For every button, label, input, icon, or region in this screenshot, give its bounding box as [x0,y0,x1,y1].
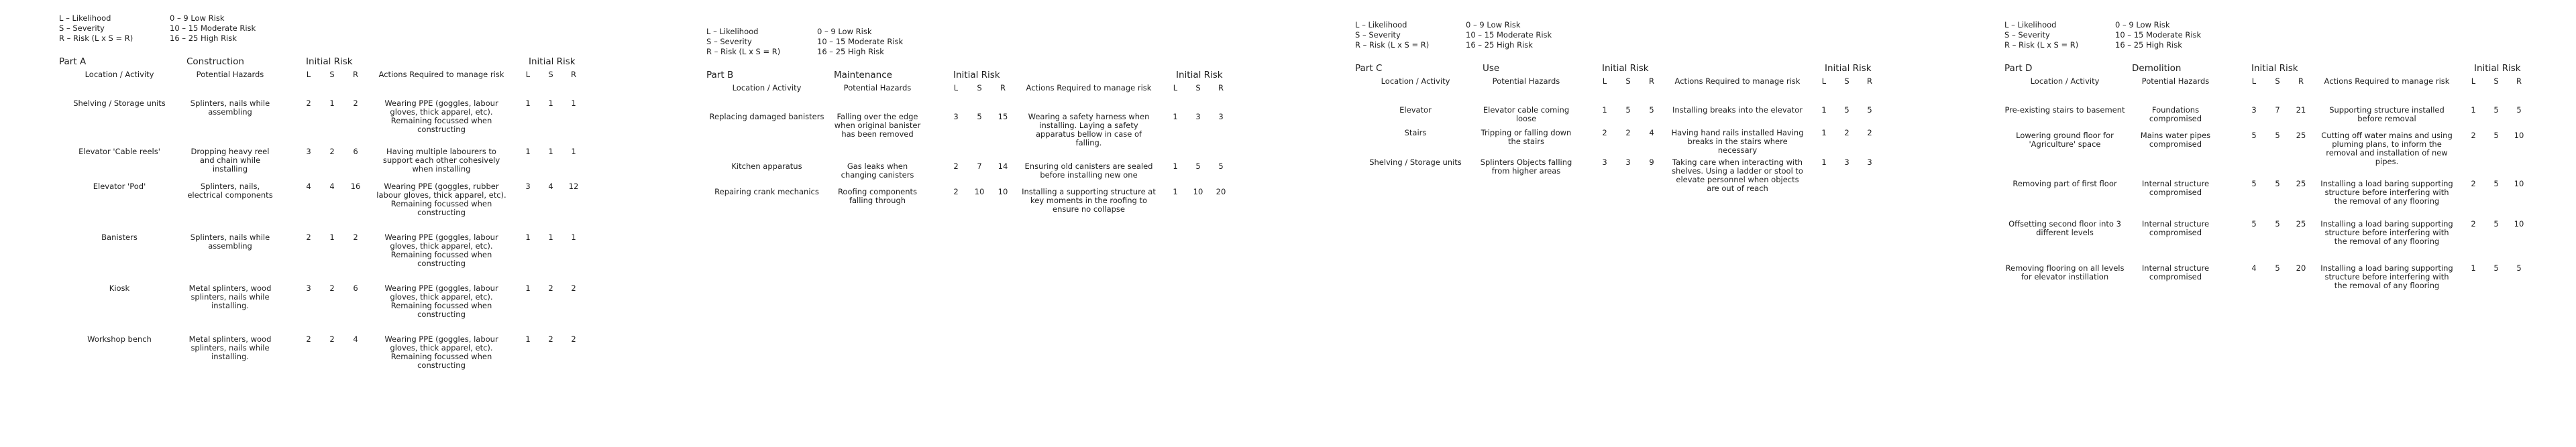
row-l: 2 [1602,128,1607,137]
initial-risk-heading: Initial Risk [1602,63,1649,74]
row-l-after: 1 [1821,157,1827,167]
row-actions: Supporting structure installed before removal [2329,105,2445,123]
row-hazards: Mains water pipes compromised [2140,131,2211,149]
row-l: 3 [306,147,311,156]
col-actions: Actions Required to manage risk [2324,76,2450,86]
part-b-panel [706,27,1297,228]
row-s-after: 5 [1844,105,1849,115]
legend-likelihood: L – Likelihood [1355,20,1407,29]
row-r-after: 3 [1867,157,1872,167]
row-l-after: 1 [1173,112,1178,121]
part-header [1355,60,1945,76]
table-row [59,147,649,182]
row-location: Kitchen apparatus [731,162,802,171]
row-s: 5 [1625,105,1631,115]
table-row [706,162,1297,188]
row-s-after: 3 [1195,112,1201,121]
row-r-after: 10 [2514,179,2524,188]
row-actions: Wearing PPE (goggles, labour gloves, thick apparel, etc). Remaining focussed when constructing [384,283,498,319]
initial-risk-heading-after: Initial Risk [1825,63,1872,74]
row-hazards: Elevator cable coming loose [1483,105,1570,123]
row-l-after: 1 [1821,105,1827,115]
row-location: Banisters [101,233,138,242]
legend-likelihood: L – Likelihood [2004,20,2057,29]
table-row [59,99,649,147]
table-row [59,284,649,335]
row-l: 3 [953,112,959,121]
row-l-after: 1 [525,283,531,293]
row-r-after: 10 [2514,219,2524,229]
part-title: Use [1483,63,1500,74]
col-hazards: Potential Hazards [843,83,912,92]
col-r: R [2298,76,2304,86]
col-actions: Actions Required to manage risk [378,70,504,79]
row-l: 4 [306,182,311,191]
row-r-after: 1 [571,99,576,108]
row-l: 3 [306,283,311,293]
initial-risk-heading-after: Initial Risk [2474,63,2521,74]
row-s: 5 [2275,179,2280,188]
legend-risk: R – Risk (L x S = R) [59,34,133,43]
row-hazards: Internal structure compromised [2141,263,2210,281]
part-header [706,67,1297,83]
legend-high-risk: 16 – 25 High Risk [2115,40,2182,50]
row-location: Shelving / Storage units [1369,157,1462,167]
col-l-after: L [2471,76,2476,86]
row-l-after: 2 [2471,219,2476,229]
legend-risk: R – Risk (L x S = R) [2004,40,2079,50]
row-r-after: 3 [1218,112,1224,121]
col-r: R [1649,76,1654,86]
part-label: Part D [2004,63,2033,74]
part-header [59,54,649,70]
legend-severity: S – Severity [2004,30,2050,40]
col-hazards: Potential Hazards [2141,76,2210,86]
col-location: Location / Activity [85,70,154,79]
legend [706,27,1297,67]
row-location: Lowering ground floor for 'Agriculture' space [2016,131,2114,149]
row-location: Replacing damaged banisters [709,112,824,121]
legend-likelihood: L – Likelihood [706,27,759,36]
row-l-after: 1 [1821,128,1827,137]
row-r: 2 [353,99,358,108]
row-l: 4 [2251,263,2257,273]
row-r-after: 5 [1867,105,1872,115]
row-actions: Cutting off water mains and using pluming plans, to inform the removal and installation of new pipes. [2321,131,2453,166]
row-r-after: 12 [568,182,579,191]
legend-likelihood: L – Likelihood [59,13,111,23]
row-r: 6 [353,147,358,156]
row-r: 21 [2296,105,2306,115]
row-r-after: 5 [2516,105,2522,115]
row-s-after: 5 [2493,263,2499,273]
part-title: Demolition [2132,63,2182,74]
part-label: Part B [706,70,734,80]
row-hazards: Roofing components falling through [837,187,918,205]
row-s: 3 [1625,157,1631,167]
row-hazards: Splinters, nails while assembling [190,99,270,117]
part-a-panel [59,13,649,375]
table-row [59,182,649,233]
col-location: Location / Activity [2030,76,2100,86]
legend [1355,20,1945,60]
col-location: Location / Activity [1381,76,1450,86]
row-s-after: 5 [2493,105,2499,115]
row-s-after: 1 [548,99,553,108]
row-l: 2 [306,233,311,242]
column-headers [59,70,649,86]
table-row [706,188,1297,228]
table-row [59,335,649,375]
table-row [2004,106,2576,131]
table-row [1355,106,1945,129]
initial-risk-heading: Initial Risk [306,56,353,67]
row-r-after: 1 [571,233,576,242]
legend-low-risk: 0 – 9 Low Risk [170,13,225,23]
row-l: 1 [1602,105,1607,115]
table-row [1355,158,1945,198]
row-l-after: 2 [2471,179,2476,188]
row-actions: Installing a supporting structure at key moments in the roofing to ensure no collapse [1022,187,1156,214]
initial-risk-heading: Initial Risk [953,70,1000,80]
row-s-after: 4 [548,182,553,191]
col-s-after: S [1195,83,1201,92]
table-row [2004,220,2576,264]
col-s-after: S [548,70,553,79]
col-r: R [353,70,358,79]
row-l-after: 1 [1173,162,1178,171]
row-location: Offsetting second floor into 3 different levels [2008,219,2121,237]
col-hazards: Potential Hazards [1492,76,1560,86]
legend-risk: R – Risk (L x S = R) [706,47,781,56]
row-l: 2 [306,334,311,344]
legend-moderate-risk: 10 – 15 Moderate Risk [2115,30,2202,40]
column-headers [1355,76,1945,92]
row-s: 1 [329,99,335,108]
row-s: 5 [2275,263,2280,273]
part-d-panel [2004,20,2576,304]
row-r-after: 10 [2514,131,2524,140]
row-r-after: 2 [571,334,576,344]
col-l-after: L [525,70,531,79]
row-hazards: Internal structure compromised [2141,179,2210,197]
row-l: 2 [306,99,311,108]
part-label: Part A [59,56,87,67]
row-location: Shelving / Storage units [73,99,166,108]
legend [59,13,649,54]
row-l-after: 1 [525,334,531,344]
row-s: 2 [1625,128,1631,137]
col-l-after: L [1821,76,1827,86]
row-l-after: 1 [1173,187,1178,196]
column-headers [2004,76,2576,92]
row-actions: Installing breaks into the elevator [1672,105,1803,115]
row-l-after: 1 [2471,263,2476,273]
col-actions: Actions Required to manage risk [1026,83,1152,92]
row-hazards: Foundations compromised [2149,105,2202,123]
table-row [2004,180,2576,220]
legend-risk: R – Risk (L x S = R) [1355,40,1430,50]
table-row [2004,131,2576,180]
row-r: 9 [1649,157,1654,167]
row-l-after: 1 [525,147,531,156]
row-s-after: 5 [2493,179,2499,188]
row-actions: Having hand rails installed Having breaks in the stairs where necessary [1671,128,1804,155]
row-actions: Wearing PPE (goggles, labour gloves, thick apparel, etc). Remaining focussed when constructing [384,334,498,370]
row-s: 2 [329,334,335,344]
row-s-after: 5 [2493,219,2499,229]
row-r: 5 [1649,105,1654,115]
row-hazards: Tripping or falling down the stairs [1481,128,1572,146]
row-s-after: 1 [548,147,553,156]
row-location: Workshop bench [87,334,152,344]
row-actions: Wearing PPE (goggles, labour gloves, thick apparel, etc). Remaining focussed when constructing [384,99,498,134]
row-r: 4 [353,334,358,344]
legend-low-risk: 0 – 9 Low Risk [1466,20,1521,29]
row-r-after: 2 [1867,128,1872,137]
row-l: 5 [2251,131,2257,140]
row-s: 10 [974,187,985,196]
row-s-after: 10 [1193,187,1203,196]
col-r-after: R [2516,76,2522,86]
table-row [2004,264,2576,304]
row-r: 20 [2296,263,2306,273]
row-r: 14 [998,162,1008,171]
row-actions: Having multiple labourers to support each other cohesively when installing [382,147,500,174]
part-title: Construction [186,56,244,67]
row-s: 5 [2275,131,2280,140]
part-c-panel [1355,20,1945,198]
row-s: 1 [329,233,335,242]
row-actions: Taking care when interacting with shelves. Using a ladder or stool to elevate personnel when objects are out of reach [1672,157,1803,193]
row-s-after: 1 [548,233,553,242]
row-hazards: Falling over the edge when original banister has been removed [834,112,921,139]
legend-moderate-risk: 10 – 15 Moderate Risk [170,23,256,33]
row-location: Elevator 'Cable reels' [78,147,160,156]
row-location: Kiosk [109,283,130,293]
row-location: Removing part of first floor [2012,179,2117,188]
row-r: 2 [353,233,358,242]
row-r: 25 [2296,131,2306,140]
row-hazards: Metal splinters, wood splinters, nails while installing. [189,334,272,361]
row-location: Stairs [1404,128,1427,137]
row-l: 5 [2251,219,2257,229]
row-r: 25 [2296,179,2306,188]
row-l: 5 [2251,179,2257,188]
row-hazards: Splinters Objects falling from higher areas [1480,157,1572,176]
row-s: 2 [329,283,335,293]
row-s: 4 [329,182,335,191]
row-location: Removing flooring on all levels for elevator instillation [2005,263,2125,281]
col-s: S [977,83,982,92]
row-actions: Wearing a safety harness when installing. Laying a safety apparatus bellow in case of falling. [1028,112,1150,147]
row-s-after: 3 [1844,157,1849,167]
legend-high-risk: 16 – 25 High Risk [817,47,884,56]
row-actions: Installing a load baring supporting structure before interfering with the removal of any flooring [2320,263,2453,290]
row-s-after: 5 [1195,162,1201,171]
table-row [706,113,1297,162]
row-actions: Wearing PPE (goggles, rubber labour gloves, thick apparel, etc). Remaining focussed when constructing [376,182,506,217]
col-location: Location / Activity [732,83,802,92]
row-hazards: Internal structure compromised [2141,219,2210,237]
part-title: Maintenance [834,70,892,80]
col-s-after: S [2493,76,2499,86]
row-l-after: 1 [525,233,531,242]
legend-moderate-risk: 10 – 15 Moderate Risk [1466,30,1552,40]
row-l: 2 [953,162,959,171]
row-hazards: Dropping heavy reel and chain while installing [191,147,270,174]
row-r: 10 [998,187,1008,196]
row-l-after: 1 [525,99,531,108]
col-r-after: R [1218,83,1224,92]
row-s-after: 2 [548,283,553,293]
row-r: 25 [2296,219,2306,229]
col-actions: Actions Required to manage risk [1674,76,1801,86]
row-s-after: 2 [548,334,553,344]
row-s-after: 5 [2493,131,2499,140]
legend-severity: S – Severity [706,37,752,46]
row-r-after: 1 [571,147,576,156]
part-header [2004,60,2576,76]
row-actions: Installing a load baring supporting structure before interfering with the removal of any flooring [2320,179,2453,206]
row-l: 2 [953,187,959,196]
row-s: 7 [977,162,982,171]
part-label: Part C [1355,63,1383,74]
row-actions: Wearing PPE (goggles, labour gloves, thick apparel, etc). Remaining focussed when constructing [384,233,498,268]
initial-risk-heading: Initial Risk [2251,63,2298,74]
col-l: L [1602,76,1607,86]
row-l-after: 2 [2471,131,2476,140]
row-s: 5 [2275,219,2280,229]
row-l-after: 1 [2471,105,2476,115]
legend-high-risk: 16 – 25 High Risk [1466,40,1533,50]
row-l: 3 [2251,105,2257,115]
row-r: 16 [350,182,361,191]
row-l: 3 [1602,157,1607,167]
legend [2004,20,2576,60]
row-hazards: Splinters, nails while assembling [190,233,270,251]
col-r-after: R [571,70,576,79]
legend-high-risk: 16 – 25 High Risk [170,34,237,43]
row-s: 2 [329,147,335,156]
row-actions: Ensuring old canisters are sealed before installing new one [1024,162,1153,180]
col-l: L [953,83,959,92]
col-r: R [1000,83,1006,92]
row-r-after: 5 [2516,263,2522,273]
row-r: 15 [998,112,1008,121]
row-l-after: 3 [525,182,531,191]
col-s: S [329,70,335,79]
row-s: 7 [2275,105,2280,115]
row-r-after: 2 [571,283,576,293]
row-r: 6 [353,283,358,293]
row-hazards: Gas leaks when changing canisters [841,162,914,180]
legend-low-risk: 0 – 9 Low Risk [2115,20,2170,29]
table-row [1355,129,1945,158]
col-r-after: R [1867,76,1872,86]
col-l-after: L [1173,83,1178,92]
row-location: Elevator [1399,105,1432,115]
row-location: Repairing crank mechanics [714,187,819,196]
initial-risk-heading-after: Initial Risk [1176,70,1223,80]
col-hazards: Potential Hazards [196,70,264,79]
legend-moderate-risk: 10 – 15 Moderate Risk [817,37,904,46]
col-l: L [306,70,311,79]
row-location: Elevator 'Pod' [93,182,146,191]
table-row [59,233,649,284]
legend-severity: S – Severity [59,23,105,33]
col-l: L [2251,76,2257,86]
legend-low-risk: 0 – 9 Low Risk [817,27,872,36]
legend-severity: S – Severity [1355,30,1401,40]
row-s: 5 [977,112,982,121]
col-s: S [1625,76,1631,86]
column-headers [706,83,1297,99]
row-location: Pre-existing stairs to basement [2004,105,2125,115]
row-r-after: 5 [1218,162,1224,171]
row-r-after: 20 [1216,187,1226,196]
col-s: S [2275,76,2280,86]
col-s-after: S [1844,76,1849,86]
row-hazards: Splinters, nails, electrical components [187,182,273,200]
row-r: 4 [1649,128,1654,137]
row-actions: Installing a load baring supporting structure before interfering with the removal of any flooring [2320,219,2453,246]
initial-risk-heading-after: Initial Risk [529,56,576,67]
row-s-after: 2 [1844,128,1849,137]
row-hazards: Metal splinters, wood splinters, nails while installing. [189,283,272,310]
